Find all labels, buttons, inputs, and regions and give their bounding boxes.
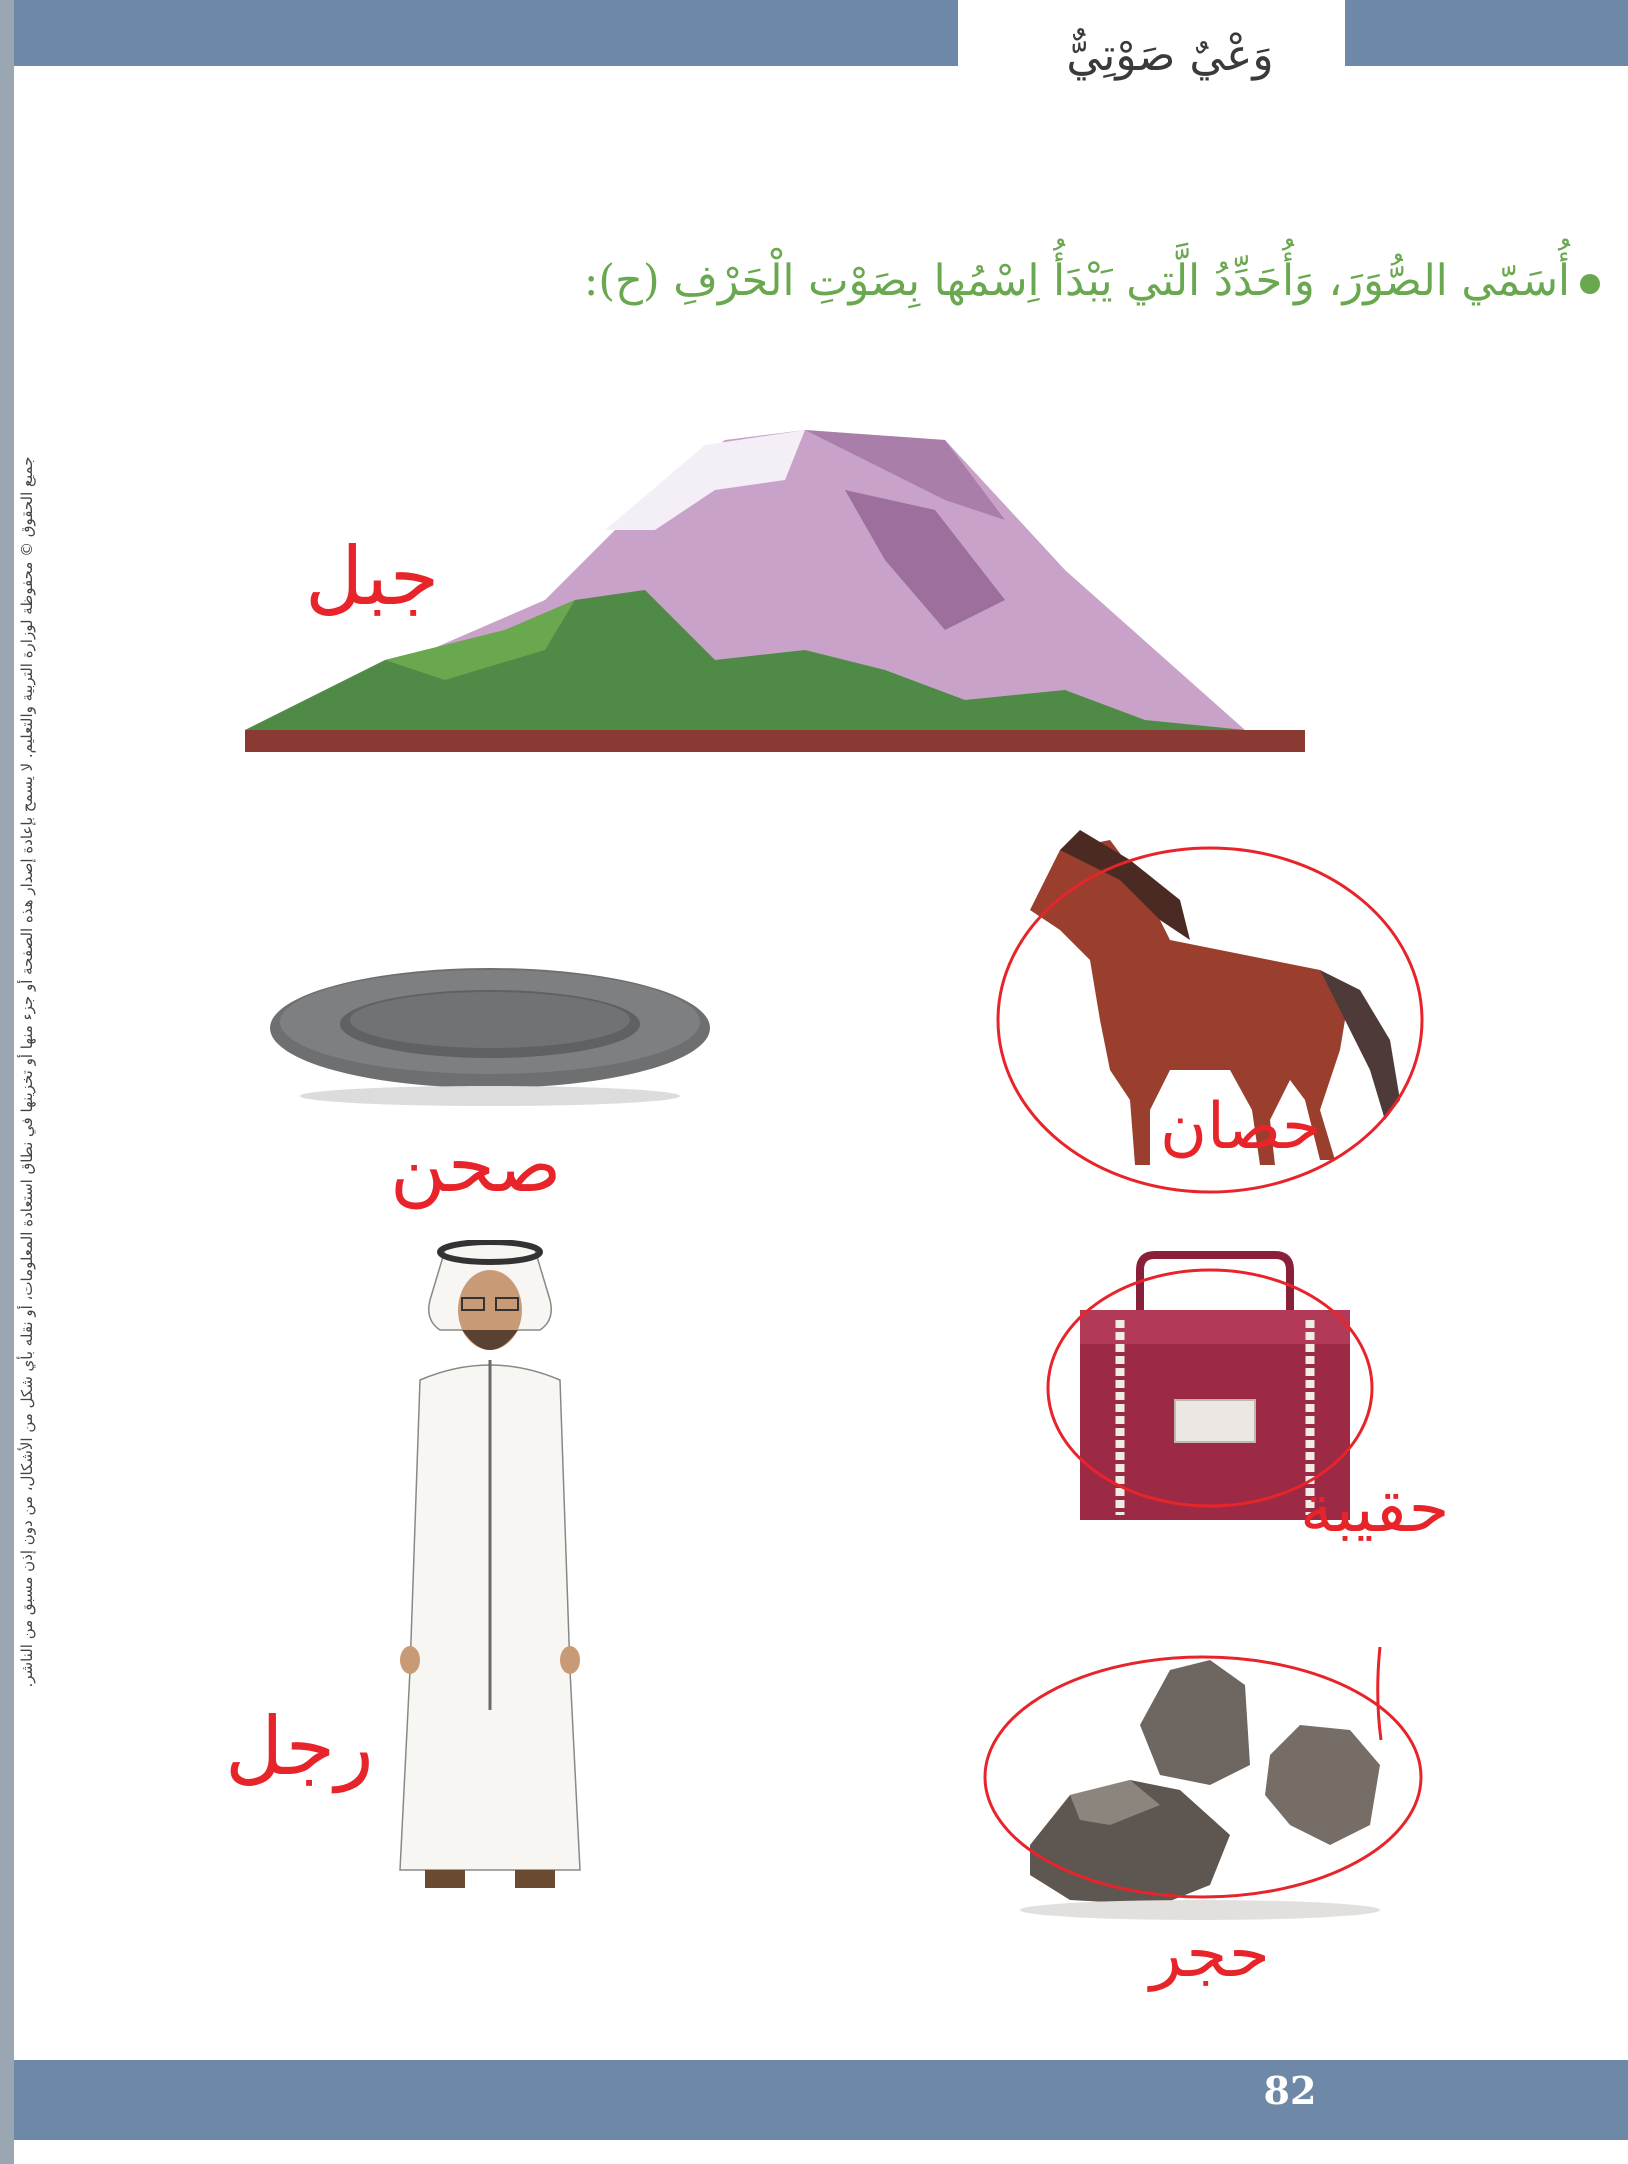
answer-man: رجل — [225, 1700, 374, 1793]
instruction-label: أُسَمّي الصُّوَرَ، وَأُحَدِّدُ الَّتي يَبْدَأُ اِسْمُها بِصَوْتِ الْحَرْفِ (ح): — [583, 256, 1570, 306]
page-edge-shadow — [0, 0, 14, 2164]
stones-circle — [975, 1635, 1435, 1905]
plate-image — [260, 950, 720, 1110]
answer-stones: حجر — [1150, 1915, 1270, 1992]
section-title: وَعْيٌ صَوْتِيٌّ — [1066, 30, 1274, 81]
page-number: 82 — [1263, 2068, 1317, 2113]
header-bar-right — [1345, 0, 1628, 66]
answer-plate: صحن — [390, 1120, 562, 1209]
man-image — [390, 1240, 590, 1920]
instruction-text — [540, 256, 1600, 336]
copyright-note: جميع الحقوق © محفوظة لوزارة التربية والتعليم. لا يسمح بإعادة إصدار هذه الصفحة أو جزء منها أو تخزينها في نطاق استعادة المعلومات، أو نقله بأي شكل من الأشكال، من دون إذن مسبق من الناشر. — [18, 456, 36, 1688]
instruction-bullet — [1580, 274, 1600, 294]
answer-bag: حقيبة — [1300, 1470, 1450, 1547]
footer-bar — [14, 2060, 1628, 2140]
answer-horse: حصان — [1160, 1090, 1322, 1164]
answer-mountain: جبل — [305, 530, 440, 623]
header-bar-left — [14, 0, 958, 66]
